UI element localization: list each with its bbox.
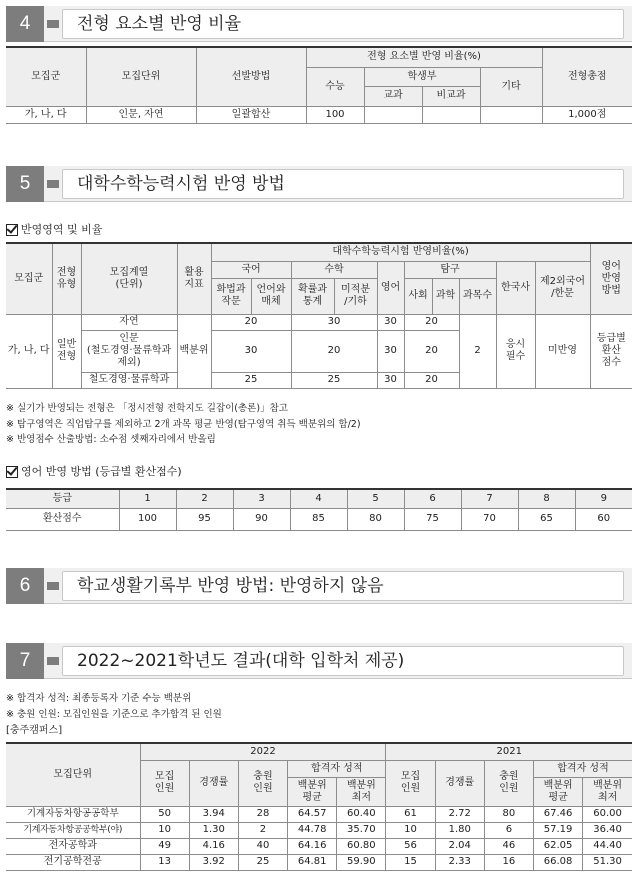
cell: 51.30 <box>583 854 632 870</box>
col-inquiry: 탐구 <box>404 261 496 278</box>
cell: 57.19 <box>534 822 583 838</box>
grade-cell: 3 <box>233 489 290 508</box>
note: ※ 실기가 반영되는 전형은 「정시전형 전학지도 길잡이(총론)」참고 <box>6 403 288 414</box>
cell: 3.94 <box>189 806 238 822</box>
section-number: 5 <box>6 166 44 202</box>
cell: 미반영 <box>535 314 590 388</box>
cell: 60.40 <box>337 806 386 822</box>
score-cell: 80 <box>347 508 404 530</box>
col-type: 전형 유형 <box>52 243 81 314</box>
section-5-header <box>6 166 632 202</box>
cell: 100 <box>306 106 364 123</box>
score-cell: 85 <box>290 508 347 530</box>
cell: 20 <box>211 314 291 330</box>
cell <box>364 106 422 123</box>
grade-cell: 5 <box>347 489 404 508</box>
cell: 50 <box>140 806 189 822</box>
section-number: 6 <box>6 568 44 604</box>
col-ratio: 전형 요소별 반영 비율(%) <box>306 47 542 67</box>
cell: 30 <box>377 330 404 372</box>
score-cell: 100 <box>119 508 176 530</box>
col-history: 한국사 <box>496 261 535 314</box>
cell: 전자공학과 <box>6 838 140 854</box>
section-connector <box>47 657 59 665</box>
cell: 49 <box>140 838 189 854</box>
suneung-ratio-table <box>6 242 632 389</box>
cell: 46 <box>484 838 533 854</box>
checkbox-icon <box>6 466 18 478</box>
grade-row <box>6 489 632 508</box>
col-avg: 백분위 평균 <box>534 777 583 806</box>
cell: 가, 나, 다 <box>6 106 86 123</box>
col-rate: 경쟁률 <box>435 760 484 806</box>
col-rate: 경쟁률 <box>189 760 238 806</box>
element-ratio-table <box>6 46 632 124</box>
cell: 10 <box>386 822 435 838</box>
cell: 1.80 <box>435 822 484 838</box>
checkbox-icon <box>6 224 18 236</box>
col-year-2022: 2022 <box>140 743 386 760</box>
results-table <box>6 742 632 871</box>
col-ratio: 대학수학능력시험 반영비율(%) <box>211 243 590 261</box>
cell: 응시 필수 <box>496 314 535 388</box>
cell: 28 <box>238 806 287 822</box>
note: ※ 탐구영역은 직업탐구를 제외하고 2개 과목 평균 반영(탐구영역 취득 백분위의 합/2) <box>6 419 361 430</box>
cell: 25 <box>211 372 291 388</box>
cell: 20 <box>404 330 459 372</box>
section-connector <box>47 20 59 28</box>
subheading-text: 반영영역 및 비율 <box>21 223 103 236</box>
col-min: 백분위 최저 <box>583 777 632 806</box>
cell: 30 <box>377 372 404 388</box>
section-number: 4 <box>6 6 44 42</box>
col-unit: 모집단위 <box>6 743 140 806</box>
section-connector <box>47 582 59 590</box>
col-etc: 기타 <box>480 67 542 106</box>
cell: 1.30 <box>189 822 238 838</box>
score-cell: 60 <box>575 508 632 530</box>
cell: 2.04 <box>435 838 484 854</box>
cell: 2.72 <box>435 806 484 822</box>
cell: 철도경영·물류학과 <box>81 372 177 388</box>
grade-cell: 2 <box>176 489 233 508</box>
score-cell: 95 <box>176 508 233 530</box>
cell: 64.16 <box>288 838 337 854</box>
table-row <box>6 854 632 870</box>
cell: 20 <box>291 330 377 372</box>
col-korean: 국어 <box>211 261 291 278</box>
col-total: 전형총점 <box>542 47 632 106</box>
cell: 40 <box>238 838 287 854</box>
cell: 전기공학전공 <box>6 854 140 870</box>
cell: 15 <box>386 854 435 870</box>
col-foreign: 제2외국어 /한문 <box>535 261 590 314</box>
cell: 61 <box>386 806 435 822</box>
score-row <box>6 508 632 530</box>
cell: 20 <box>404 314 459 330</box>
cell: 6 <box>484 822 533 838</box>
cell: 16 <box>484 854 533 870</box>
cell: 25 <box>238 854 287 870</box>
score-label: 환산점수 <box>6 508 119 530</box>
col-quota: 모집 인원 <box>386 760 435 806</box>
col-avg: 백분위 평균 <box>288 777 337 806</box>
col-math-b: 미적분 /기하 <box>334 278 377 314</box>
col-social: 사회 <box>404 278 432 314</box>
col-subjects: 과목수 <box>459 278 496 314</box>
col-fill: 충원 인원 <box>238 760 287 806</box>
subheading-english <box>6 465 182 479</box>
cell: 30 <box>211 330 291 372</box>
cell: 인문 (철도경영·물류학과 제외) <box>81 330 177 372</box>
cell: 2 <box>238 822 287 838</box>
cell: 59.90 <box>337 854 386 870</box>
cell <box>422 106 480 123</box>
table-row <box>6 106 632 123</box>
section-title: 학교생활기록부 반영 방법: 반영하지 않음 <box>62 571 624 601</box>
section-title: 전형 요소별 반영 비율 <box>62 9 624 39</box>
grade-label: 등급 <box>6 489 119 508</box>
cell: 기계자동차항공공학부(야) <box>6 822 140 838</box>
col-group: 모집군 <box>6 47 86 106</box>
col-student: 학생부 <box>364 67 480 86</box>
col-year-2021: 2021 <box>386 743 632 760</box>
table-row <box>6 806 632 822</box>
col-math-a: 확률과 통계 <box>291 278 334 314</box>
cell: 64.81 <box>288 854 337 870</box>
cell: 일반 전형 <box>52 314 81 388</box>
cell: 2.33 <box>435 854 484 870</box>
cell: 2 <box>459 314 496 388</box>
cell: 66.08 <box>534 854 583 870</box>
col-korean-b: 언어와 매체 <box>251 278 291 314</box>
subheading-text: 영어 반영 방법 (등급별 환산점수) <box>21 465 182 478</box>
col-index: 활용 지표 <box>177 243 211 314</box>
section-4-header <box>6 6 632 42</box>
score-cell: 65 <box>518 508 575 530</box>
cell: 64.57 <box>288 806 337 822</box>
grade-cell: 4 <box>290 489 347 508</box>
cell: 44.78 <box>288 822 337 838</box>
grade-cell: 1 <box>119 489 176 508</box>
col-track: 모집계열 (단위) <box>81 243 177 314</box>
cell: 35.70 <box>337 822 386 838</box>
col-science: 과학 <box>432 278 459 314</box>
cell: 13 <box>140 854 189 870</box>
col-group: 모집군 <box>6 243 52 314</box>
col-method: 선발방법 <box>196 47 306 106</box>
table-row <box>6 314 632 330</box>
cell: 30 <box>291 314 377 330</box>
note: ※ 합격자 성적: 최종등록자 기준 수능 백분위 <box>6 693 192 704</box>
col-min: 백분위 최저 <box>337 777 386 806</box>
cell: 60.00 <box>583 806 632 822</box>
table-row <box>6 838 632 854</box>
cell: 자연 <box>81 314 177 330</box>
score-cell: 75 <box>404 508 461 530</box>
col-korean-a: 화법과 작문 <box>211 278 251 314</box>
col-grade: 합격자 성적 <box>288 760 386 777</box>
note: ※ 반영점수 산출방법: 소수점 셋째자리에서 반올림 <box>6 434 216 445</box>
section-6-header <box>6 568 632 604</box>
grade-cell: 6 <box>404 489 461 508</box>
section-title: 대학수학능력시험 반영 방법 <box>62 169 624 199</box>
cell: 67.46 <box>534 806 583 822</box>
english-score-table <box>6 488 632 531</box>
col-unit: 모집단위 <box>86 47 196 106</box>
cell: 80 <box>484 806 533 822</box>
section-7-header <box>6 643 632 679</box>
cell: 56 <box>386 838 435 854</box>
score-cell: 90 <box>233 508 290 530</box>
cell: 60.80 <box>337 838 386 854</box>
cell: 가, 나, 다 <box>6 314 52 388</box>
cell: 25 <box>291 372 377 388</box>
cell: 4.16 <box>189 838 238 854</box>
cell: 일괄합산 <box>196 106 306 123</box>
cell <box>480 106 542 123</box>
subheading-ratio <box>6 223 102 237</box>
cell: 62.05 <box>534 838 583 854</box>
cell: 20 <box>404 372 459 388</box>
cell: 기계자동차항공공학부 <box>6 806 140 822</box>
col-nonsubject: 비교과 <box>422 86 480 106</box>
col-fill: 충원 인원 <box>484 760 533 806</box>
note: ※ 충원 인원: 모집인원을 기준으로 추가합격 된 인원 <box>6 709 222 720</box>
grade-cell: 8 <box>518 489 575 508</box>
col-quota: 모집 인원 <box>140 760 189 806</box>
cell: 1,000점 <box>542 106 632 123</box>
cell: 인문, 자연 <box>86 106 196 123</box>
grade-cell: 9 <box>575 489 632 508</box>
grade-cell: 7 <box>461 489 518 508</box>
cell: 44.40 <box>583 838 632 854</box>
section-connector <box>47 180 59 188</box>
col-math: 수학 <box>291 261 377 278</box>
section-title: 2022~2021학년도 결과(대학 입학처 제공) <box>62 646 624 676</box>
score-cell: 70 <box>461 508 518 530</box>
cell: 36.40 <box>583 822 632 838</box>
cell: 10 <box>140 822 189 838</box>
campus-label: [충주캠퍼스] <box>6 725 63 736</box>
col-eng-method: 영어 반영 방법 <box>590 243 632 314</box>
cell: 3.92 <box>189 854 238 870</box>
section-number: 7 <box>6 643 44 679</box>
cell: 30 <box>377 314 404 330</box>
col-english: 영어 <box>377 261 404 314</box>
cell: 등급별 환산 점수 <box>590 314 632 388</box>
col-subject: 교과 <box>364 86 422 106</box>
col-suneung: 수능 <box>306 67 364 106</box>
table-row <box>6 822 632 838</box>
col-grade: 합격자 성적 <box>534 760 632 777</box>
cell: 백분위 <box>177 314 211 388</box>
